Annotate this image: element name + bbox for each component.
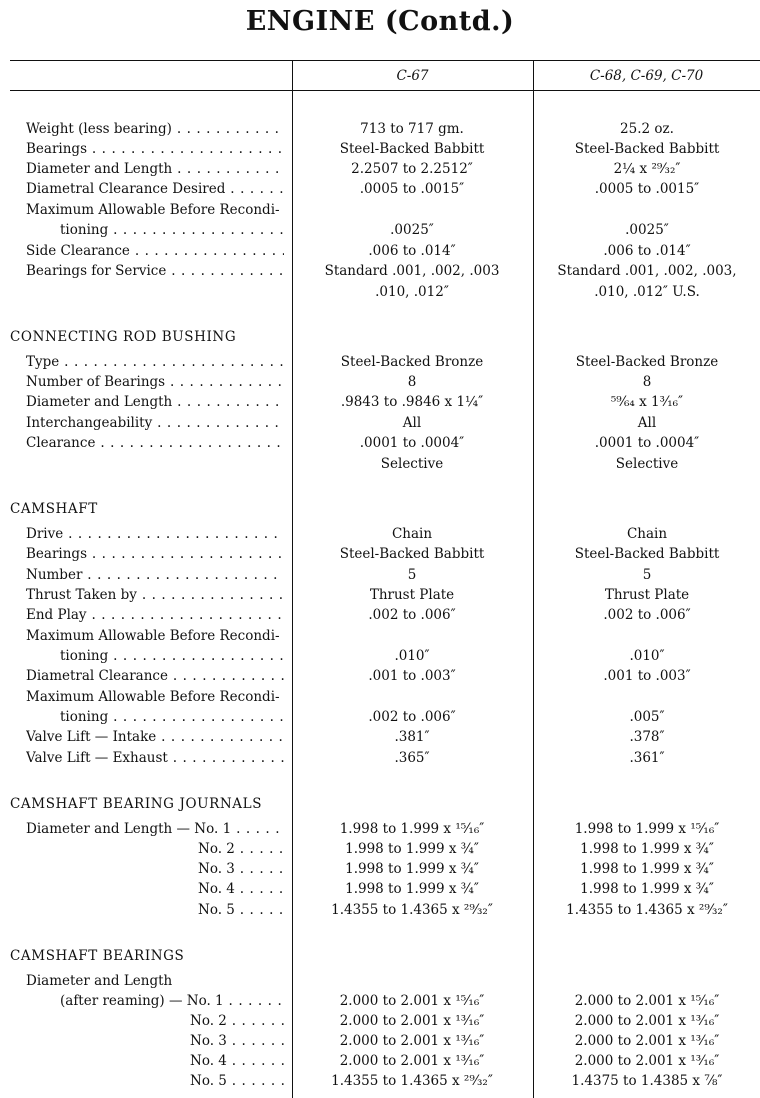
row-label: Side Clearance . . . [26,241,284,261]
table-row [0,565,760,585]
value-c68: Selective [615,456,679,472]
value-c68: Standard .001, .002, .003, [557,263,737,279]
value-c67: 1.998 to 1.999 x ¹⁵⁄₁₆″ [339,821,485,837]
value-c67: 2.000 to 2.001 x ¹⁵⁄₁₆″ [339,993,485,1009]
value-c68: 25.2 oz. [620,121,674,137]
value-c67: 8 [407,374,417,390]
row-label: Valve Lift — Intake . . . [26,727,284,747]
row-label: Type . . . [26,352,284,372]
value-c68: 1.4355 to 1.4365 x ²⁹⁄₃₂″ [566,902,728,918]
row-label: Bearings for Service . . . [26,261,284,281]
row-label: tioning . . . [60,646,284,666]
row-label: Number of Bearings . . . [26,372,284,392]
value-c67: 2.000 to 2.001 x ¹³⁄₁₆″ [339,1013,485,1029]
value-c67: .365″ [394,750,430,766]
value-c67: 2.000 to 2.001 x ¹³⁄₁₆″ [339,1053,485,1069]
value-c67: Chain [391,526,433,542]
table-row [0,179,760,199]
value-c68: .361″ [629,750,665,766]
value-c67: Steel-Backed Babbitt [339,546,485,562]
row-label: Diameter and Length [26,973,173,989]
table-row [0,119,760,139]
row-label: Maximum Allowable Before Recondi- [26,628,280,644]
table-row [0,971,760,991]
value-c68: .005″ [629,709,665,725]
table-row [0,241,760,261]
value-c68: 5 [642,567,652,583]
table-row [0,859,760,879]
value-c67: 1.4355 to 1.4365 x ²⁹⁄₃₂″ [331,1073,493,1089]
value-c68: .0005 to .0015″ [594,181,700,197]
value-c68: 1.998 to 1.999 x ¹⁵⁄₁₆″ [574,821,720,837]
table-row [0,413,760,433]
value-c68: .0001 to .0004″ [594,435,700,451]
value-c67: .0005 to .0015″ [359,181,465,197]
value-c67: .0001 to .0004″ [359,435,465,451]
value-c68: .001 to .003″ [603,668,691,684]
value-c68: Chain [626,526,668,542]
value-c68: Steel-Backed Bronze [575,354,719,370]
table-row [0,666,760,686]
value-c68: Thrust Plate [604,587,690,603]
table-row [0,1011,760,1031]
value-c67: 5 [407,567,417,583]
value-c67: 1.4355 to 1.4365 x ²⁹⁄₃₂″ [331,902,493,918]
value-c67: Steel-Backed Babbitt [339,141,485,157]
row-label: No. 4 . . . [198,879,284,899]
value-c68: 2.000 to 2.001 x ¹⁵⁄₁₆″ [574,993,720,1009]
value-c67: .0025″ [390,222,434,238]
row-label: Clearance . . . [26,433,284,453]
value-c67: 713 to 717 gm. [360,121,464,137]
table-row [0,626,760,646]
value-c67: .010″ [394,648,430,664]
value-c68: 2¼ x ²⁹⁄₃₂″ [613,161,681,177]
table-row [0,900,760,920]
value-c67: .002 to .006″ [368,709,456,725]
table-row [0,139,760,159]
value-c67: Standard .001, .002, .003 [324,263,500,279]
table-row [0,544,760,564]
row-label: Bearings . . . [26,544,284,564]
row-label: Maximum Allowable Before Recondi- [26,689,280,705]
column-header-c68-c70: C-68, C-69, C-70 [589,68,704,84]
value-c67: 1.998 to 1.999 x ¾″ [345,861,479,877]
row-label: Valve Lift — Exhaust . . . [26,748,284,768]
value-c67: .381″ [394,729,430,745]
value-c67: 2.2507 to 2.2512″ [351,161,473,177]
table-row [0,991,760,1011]
value-c67: .9843 to .9846 x 1¼″ [340,394,484,410]
table-row [0,261,760,281]
value-c68: ⁵⁹⁄₆₄ x 1³⁄₁₆″ [610,394,684,410]
value-c68: .010″ [629,648,665,664]
table-row [0,282,760,302]
table-row [0,392,760,412]
row-label: Interchangeability . . . [26,413,284,433]
table-row [0,748,760,768]
section-heading: CAMSHAFT BEARING JOURNALS [10,796,263,812]
table-row [0,200,760,220]
value-c68: 2.000 to 2.001 x ¹³⁄₁₆″ [574,1053,720,1069]
value-c68: 2.000 to 2.001 x ¹³⁄₁₆″ [574,1033,720,1049]
value-c67: Thrust Plate [369,587,455,603]
row-label: Number . . . [26,565,284,585]
value-c68: .002 to .006″ [603,607,691,623]
column-header-c67: C-67 [396,68,429,84]
row-label: Maximum Allowable Before Recondi- [26,202,280,218]
row-label: End Play . . . [26,605,284,625]
row-label: Weight (less bearing) . . . [26,119,284,139]
table-row [0,1051,760,1071]
row-label: No. 2 . . . [198,839,284,859]
row-label: No. 3 . . . [198,859,284,879]
section-heading: CONNECTING ROD BUSHING [10,329,237,345]
value-c68: 2.000 to 2.001 x ¹³⁄₁₆″ [574,1013,720,1029]
value-c67: 2.000 to 2.001 x ¹³⁄₁₆″ [339,1033,485,1049]
page-title: ENGINE (Contd.) [245,6,515,37]
table-row [0,819,760,839]
table-row [0,707,760,727]
table-row [0,727,760,747]
value-c68: 1.998 to 1.999 x ¾″ [580,861,714,877]
table-row [0,159,760,179]
value-c67: 1.998 to 1.999 x ¾″ [345,841,479,857]
row-label: No. 5 . . . [190,1071,284,1091]
value-c67: .002 to .006″ [368,607,456,623]
value-c68: Steel-Backed Babbitt [574,546,720,562]
table-row [0,585,760,605]
row-label: No. 3 . . . [190,1031,284,1051]
row-label: Bearings . . . [26,139,284,159]
row-label: No. 5 . . . [198,900,284,920]
row-label: No. 2 . . . [190,1011,284,1031]
table-row [0,646,760,666]
row-label: Diametral Clearance Desired . . . [26,179,284,199]
value-c67: .006 to .014″ [368,243,456,259]
value-c68: 8 [642,374,652,390]
row-label: Thrust Taken by . . . [26,585,284,605]
row-label: Drive . . . [26,524,284,544]
value-c68: .0025″ [625,222,669,238]
section-heading: CAMSHAFT [10,501,98,517]
value-c67: .001 to .003″ [368,668,456,684]
section-heading: CAMSHAFT BEARINGS [10,948,185,964]
value-c67: 1.998 to 1.999 x ¾″ [345,881,479,897]
table-row [0,687,760,707]
table-row [0,1031,760,1051]
table-row [0,433,760,453]
value-c68: Steel-Backed Babbitt [574,141,720,157]
table-row [0,879,760,899]
table-row [0,524,760,544]
table-row [0,1071,760,1091]
value-c68: 1.998 to 1.999 x ¾″ [580,881,714,897]
row-label: No. 4 . . . [190,1051,284,1071]
row-label: tioning . . . [60,220,284,240]
value-c68: All [637,415,657,431]
value-c67: Selective [380,456,444,472]
value-c68: 1.998 to 1.999 x ¾″ [580,841,714,857]
row-label: (after reaming) — No. 1 . . . [60,991,284,1011]
value-c68: .378″ [629,729,665,745]
row-label: Diameter and Length . . . [26,392,284,412]
row-label: tioning . . . [60,707,284,727]
table-row [0,372,760,392]
value-c68: 1.4375 to 1.4385 x ⅞″ [571,1073,723,1089]
row-label: Diametral Clearance . . . [26,666,284,686]
table-row [0,605,760,625]
value-c68: .006 to .014″ [603,243,691,259]
row-label: Diameter and Length . . . [26,159,284,179]
table-row [0,839,760,859]
value-c67: Steel-Backed Bronze [340,354,484,370]
table-row [0,352,760,372]
value-c68: .010, .012″ U.S. [594,284,700,300]
table-row [0,454,760,474]
row-label: Diameter and Length — No. 1 . . . [26,819,284,839]
value-c67: All [402,415,422,431]
table-row [0,220,760,240]
value-c67: .010, .012″ [375,284,449,300]
